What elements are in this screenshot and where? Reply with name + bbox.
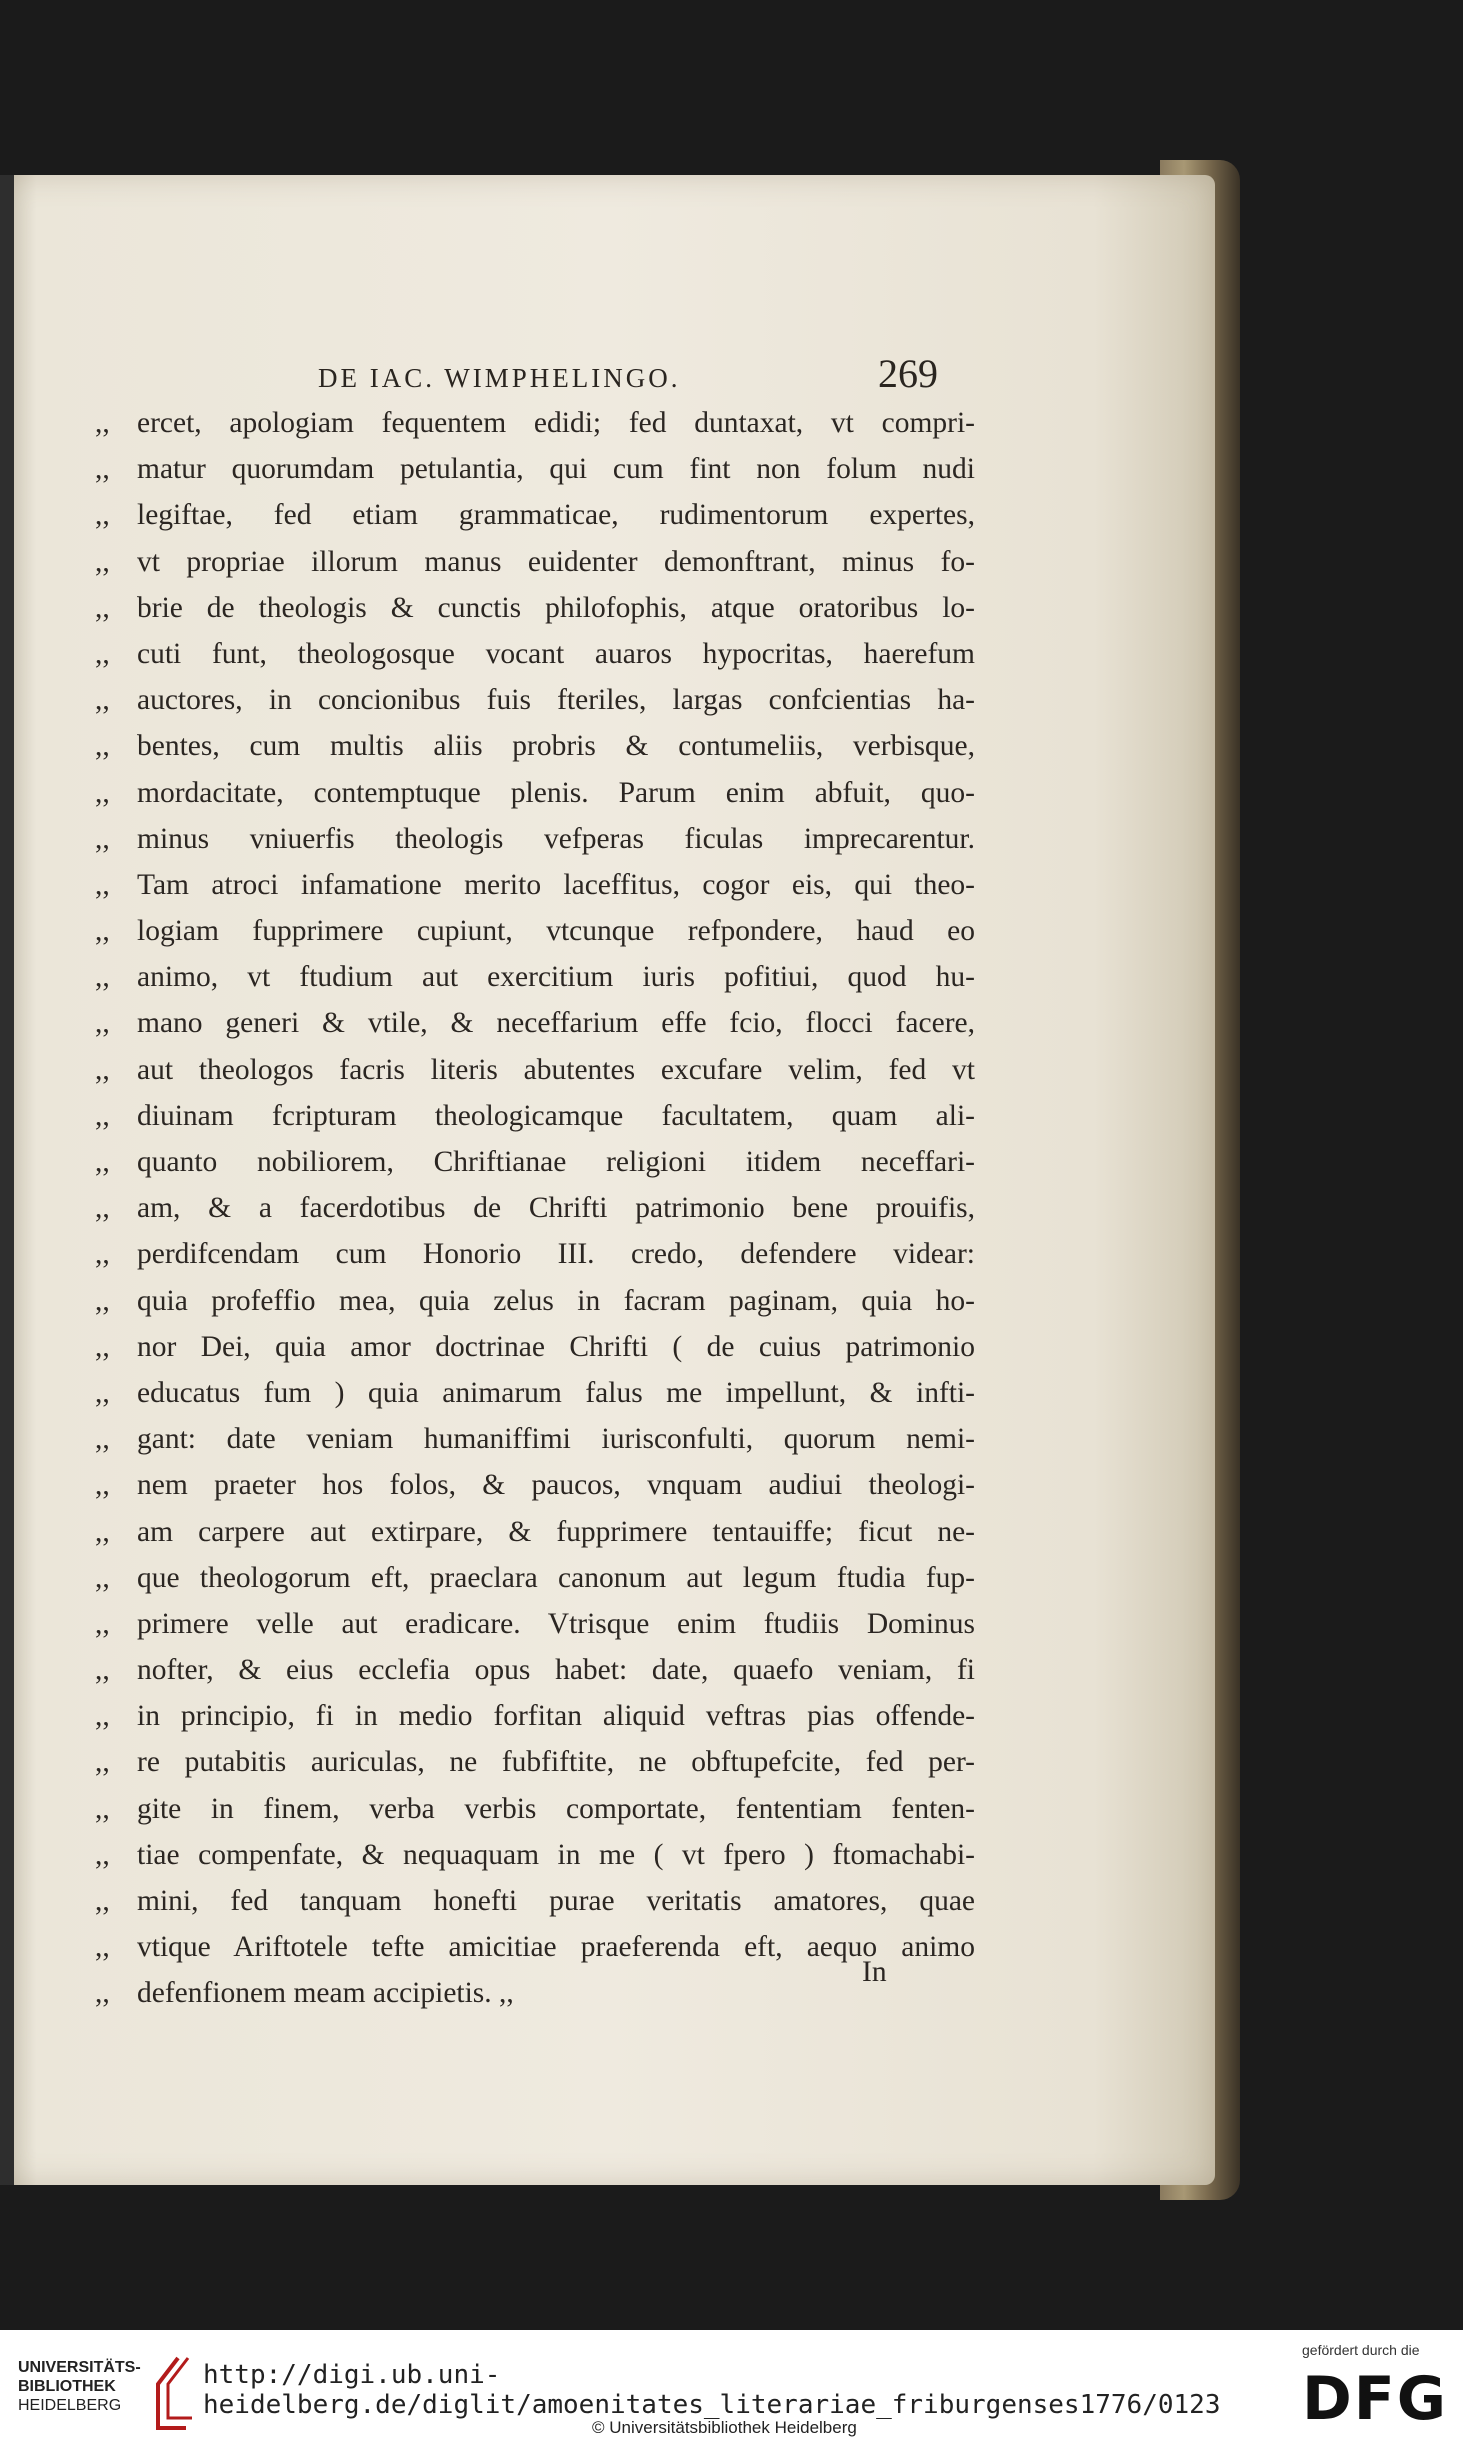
- text-line: [95, 1509, 975, 1555]
- text-line: [95, 1647, 975, 1693]
- quote-mark: ,,: [95, 1931, 110, 1964]
- line-text: vt propriae illorum manus euidenter demonftrant, minus fo-: [137, 545, 975, 578]
- line-text: Tam atroci infamatione merito laceffitus, cogor eis, qui theo-: [137, 868, 975, 901]
- line-text: ercet, apologiam fequentem edidi; fed duntaxat, vt compri-: [137, 407, 975, 439]
- line-text: mini, fed tanquam honefti purae veritatis amatores, quae: [137, 1885, 975, 1917]
- line-text: nor Dei, quia amor doctrinae Chrifti ( de cuius patrimonio: [137, 1330, 975, 1363]
- line-text: quanto nobiliorem, Chriftianae religioni itidem neceffari-: [137, 1146, 975, 1178]
- line-text: legiftae, fed etiam grammaticae, rudimentorum expertes,: [137, 499, 975, 532]
- line-text: nofter, & eius ecclefia opus habet: date, quaefo veniam, fi: [137, 1654, 975, 1687]
- line-text: logiam fupprimere cupiunt, vtcunque refpondere, haud eo: [137, 915, 975, 948]
- text-line: [95, 1370, 975, 1416]
- text-line: [95, 723, 975, 769]
- line-text: nem praeter hos folos, & paucos, vnquam audiui theologi-: [137, 1469, 975, 1502]
- text-line: [95, 1878, 975, 1924]
- dfg-caption: gefördert durch die: [1302, 2342, 1420, 2358]
- quote-mark: ,,: [95, 961, 110, 994]
- logo-line-2: BIBLIOTHEK: [18, 2378, 116, 2395]
- text-line: [95, 1416, 975, 1462]
- quote-mark: ,,: [95, 915, 110, 948]
- text-line: [95, 1093, 975, 1139]
- line-text: auctores, in concionibus fuis fteriles, largas confcientias ha-: [137, 684, 975, 717]
- quote-mark: ,,: [95, 1053, 110, 1086]
- text-line: [95, 400, 975, 446]
- text-line: [95, 1231, 975, 1277]
- text-line: [95, 1555, 975, 1601]
- line-text: brie de theologis & cunctis philofophis, atque oratoribus lo-: [137, 591, 975, 624]
- quote-mark: ,,: [95, 1700, 110, 1733]
- quote-mark: ,,: [95, 1423, 110, 1456]
- line-text: perdifcendam cum Honorio III. credo, defendere videar:: [137, 1238, 975, 1271]
- line-text: cuti funt, theologosque vocant auaros hypocritas, haerefum: [137, 637, 975, 670]
- quote-mark: ,,: [95, 1330, 110, 1363]
- quote-mark: ,,: [95, 1746, 110, 1779]
- line-text: am carpere aut extirpare, & fupprimere tentauiffe; ficut ne-: [137, 1515, 975, 1548]
- text-line: [95, 770, 975, 816]
- line-text: mano generi & vtile, & neceffarium effe fcio, flocci facere,: [137, 1007, 975, 1040]
- text-line: [95, 816, 975, 862]
- text-line: [95, 492, 975, 538]
- ub-logo-icon: [148, 2354, 196, 2432]
- line-text: quia profeffio mea, quia zelus in facram paginam, quia ho-: [137, 1284, 975, 1317]
- quote-mark: ,,: [95, 822, 110, 855]
- line-text: aut theologos facris literis abutentes excufare velim, fed vt: [137, 1053, 975, 1086]
- text-line: [95, 1693, 975, 1739]
- footer-bar: [0, 2330, 1463, 2453]
- text-block: [95, 400, 975, 2017]
- quote-mark: ,,: [95, 776, 110, 809]
- binding-shadow: [0, 175, 14, 2185]
- line-text: bentes, cum multis aliis probris & contumeliis, verbisque,: [137, 730, 975, 763]
- text-line: [95, 954, 975, 1000]
- text-line: [95, 908, 975, 954]
- text-line: [95, 1924, 975, 1970]
- line-text: diuinam fcripturam theologicamque facultatem, quam ali-: [137, 1099, 975, 1132]
- quote-mark: ,,: [95, 684, 110, 717]
- quote-mark: ,,: [95, 730, 110, 763]
- quote-mark: ,,: [95, 1977, 110, 2010]
- line-text: animo, vt ftudium aut exercitium iuris pofitiui, quod hu-: [137, 961, 975, 994]
- quote-mark: ,,: [95, 499, 110, 532]
- text-line: [95, 585, 975, 631]
- text-line: [95, 1139, 975, 1185]
- line-text: matur quorumdam petulantia, qui cum fint non folum nudi: [137, 453, 975, 486]
- quote-mark: ,,: [95, 407, 110, 439]
- logo-line-3: HEIDELBERG: [18, 2397, 122, 2414]
- line-text: re putabitis auriculas, ne fubfiftite, ne obftupefcite, fed per-: [137, 1746, 975, 1779]
- logo-line-1: UNIVERSITÄTS-: [18, 2359, 141, 2376]
- text-line: [95, 677, 975, 723]
- quote-mark: ,,: [95, 1885, 110, 1917]
- text-line: [95, 1185, 975, 1231]
- quote-mark: ,,: [95, 637, 110, 670]
- quote-mark: ,,: [95, 1469, 110, 1502]
- line-text: primere velle aut eradicare. Vtrisque enim ftudiis Dominus: [137, 1607, 975, 1640]
- text-line: [95, 1047, 975, 1093]
- text-line: [95, 1601, 975, 1647]
- text-line: [95, 1970, 975, 2016]
- line-text: mordacitate, contemptuque plenis. Parum enim abfuit, quo-: [137, 776, 975, 809]
- quote-mark: ,,: [95, 1654, 110, 1687]
- quote-mark: ,,: [95, 1284, 110, 1317]
- quote-mark: ,,: [95, 545, 110, 578]
- text-line: [95, 1832, 975, 1878]
- page-header: [318, 350, 938, 400]
- text-line: [95, 1324, 975, 1370]
- quote-mark: ,,: [95, 1792, 110, 1825]
- text-line: [95, 539, 975, 585]
- line-text: tiae compenfate, & nequaquam in me ( vt fpero ) ftomachabi-: [137, 1838, 975, 1871]
- text-line: [95, 862, 975, 908]
- quote-mark: ,,: [95, 591, 110, 624]
- catchword: In: [862, 1956, 887, 1988]
- text-line: [95, 1000, 975, 1046]
- line-text: gant: date veniam humaniffimi iurisconfulti, quorum nemi-: [137, 1423, 975, 1456]
- quote-mark: ,,: [95, 1238, 110, 1271]
- line-text: defenfionem meam accipietis. ,,: [137, 1977, 514, 2010]
- permalink-url[interactable]: http://digi.ub.uni-heidelberg.de/diglit/amoenitates_literariae_friburgenses1776/0123: [203, 2360, 1221, 2420]
- text-line: [95, 446, 975, 492]
- ub-logo: [18, 2358, 141, 2415]
- running-head: DE IAC. WIMPHELINGO.: [318, 363, 681, 393]
- quote-mark: ,,: [95, 453, 110, 486]
- line-text: educatus fum ) quia animarum falus me impellunt, & infti-: [137, 1376, 975, 1409]
- text-line: [95, 631, 975, 677]
- line-text: in principio, fi in medio forfitan aliquid veftras pias offende-: [137, 1700, 975, 1733]
- quote-mark: ,,: [95, 1838, 110, 1871]
- dfg-logo: DFG: [1302, 2364, 1449, 2434]
- page-number: 269: [878, 351, 938, 396]
- quote-mark: ,,: [95, 1376, 110, 1409]
- quote-mark: ,,: [95, 1099, 110, 1132]
- copyright-text: © Universitätsbibliothek Heidelberg: [592, 2418, 857, 2437]
- quote-mark: ,,: [95, 1561, 110, 1594]
- text-line: [95, 1786, 975, 1832]
- quote-mark: ,,: [95, 1192, 110, 1225]
- quote-mark: ,,: [95, 1515, 110, 1548]
- line-text: que theologorum eft, praeclara canonum aut legum ftudia fup-: [137, 1561, 975, 1594]
- quote-mark: ,,: [95, 868, 110, 901]
- line-text: minus vniuerfis theologis vefperas ficulas imprecarentur.: [137, 822, 975, 855]
- line-text: am, & a facerdotibus de Chrifti patrimonio bene prouifis,: [137, 1192, 975, 1225]
- line-text: gite in finem, verba verbis comportate, fententiam fenten-: [137, 1792, 975, 1825]
- quote-mark: ,,: [95, 1146, 110, 1178]
- line-text: vtique Ariftotele tefte amicitiae praeferenda eft, aequo animo: [137, 1931, 975, 1964]
- quote-mark: ,,: [95, 1607, 110, 1640]
- text-line: [95, 1739, 975, 1785]
- quote-mark: ,,: [95, 1007, 110, 1040]
- text-line: [95, 1462, 975, 1508]
- text-line: [95, 1278, 975, 1324]
